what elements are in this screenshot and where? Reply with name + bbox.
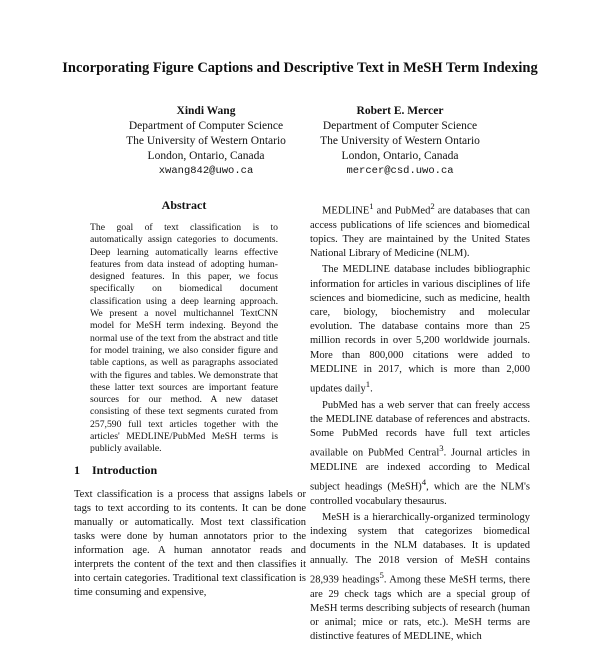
- section-heading: [74, 463, 157, 478]
- section-title: Introduction: [92, 463, 158, 477]
- footnote-marker: 1: [369, 201, 374, 211]
- author-email: mercer@csd.uwo.ca: [346, 165, 454, 177]
- author-name: Robert E. Mercer: [356, 105, 444, 117]
- footnote-marker: 5: [379, 569, 384, 580]
- author-location: London, Ontario, Canada: [147, 150, 265, 162]
- author-block: [300, 104, 500, 179]
- author-department: Department of Computer Science: [322, 120, 478, 132]
- footnote-marker: 2: [430, 201, 435, 211]
- footnote-marker: 4: [421, 477, 427, 488]
- footnote-marker: 1: [365, 378, 371, 389]
- abstract-heading: Abstract: [161, 198, 207, 212]
- body-paragraph: The MEDLINE database includes bibliographic information for articles in various disciplines of life sciences and biomedicine, such as medicine, health care, biology, biochemistry and molecular evolution. The database contains more than 25 million records in over 5,200 worldwide journals. More than 800,000 citations were added to MEDLINE in 2017, which is more than 2,000 updates daily$^1$.: [310, 264, 530, 395]
- author-university: The University of Western Ontario: [320, 135, 480, 147]
- body-paragraph: MeSH is a hierarchically-organized terminology indexing system that categorizes biomedical documents in the NLM databases. It is updated annually. The 2018 version of MeSH contains 28,939 headings$^5$. Among these MeSH terms, there are 29 check tags which are a special group of MeSH terms describing subjects of research (human or animal; mice or rats, etc.). MeSH terms are distinctive features of MEDLINE, which: [310, 512, 530, 643]
- author-location: London, Ontario, Canada: [341, 150, 459, 162]
- intro-paragraph: Text classification is a process that assigns labels or tags to text according to its contents. It can be done manually or automatically. Most text classification tasks were done by human annotators prior to the information age. A human annotator reads and interprets the content of the text and then classifies it into certain categories. Traditional text classification is time consuming and expensive,: [74, 489, 306, 598]
- body-paragraph: PubMed has a web server that can freely access the MEDLINE database of references and abstracts. Some PubMed records have full text articles available on PubMed Central$^3$. Journal articles in MEDLINE are indexed according to Medical subject headings (MeSH)$^4$, which are the NLM's controlled vocabulary thesaurus.: [310, 399, 530, 507]
- abstract-text: The goal of text classification is to automatically assign categories to documents. Deep learning automatically learns effective features from data instead of adopting human-designed features. In this paper, we focus specifically on biomedical document classification using a deep learning approach. We present a novel multichannel TextCNN model for MeSH term indexing. Beyond the normal use of the text from the abstract and title for model training, we also consider figure and table captions, as well as paragraphs associated with the figures and tables. We demonstrate that these latter text sources are important feature sources for our method. A new dataset consisting of these text segments curated from 257,590 full text articles together with the articles' MEDLINE/PubMed MeSH terms is publicly available.: [90, 222, 278, 455]
- section-number: 1: [74, 463, 80, 477]
- author-department: Department of Computer Science: [128, 120, 284, 132]
- author-block: [100, 104, 312, 179]
- paper-title: Incorporating Figure Captions and Descriptive Text in MeSH Term Indexing: [62, 60, 538, 76]
- author-university: The University of Western Ontario: [126, 135, 286, 147]
- right-column: [310, 199, 530, 646]
- body-paragraph: MEDLINE$^1$ and PubMed$^2$ are databases that can access publications of life sciences and biomedical topics. They are maintained by the United States National Library of Medicine (NLM).: [310, 201, 530, 260]
- author-email: xwang842@uwo.ca: [158, 165, 254, 177]
- footnote-marker: 3: [439, 443, 444, 454]
- author-name: Xindi Wang: [176, 105, 236, 117]
